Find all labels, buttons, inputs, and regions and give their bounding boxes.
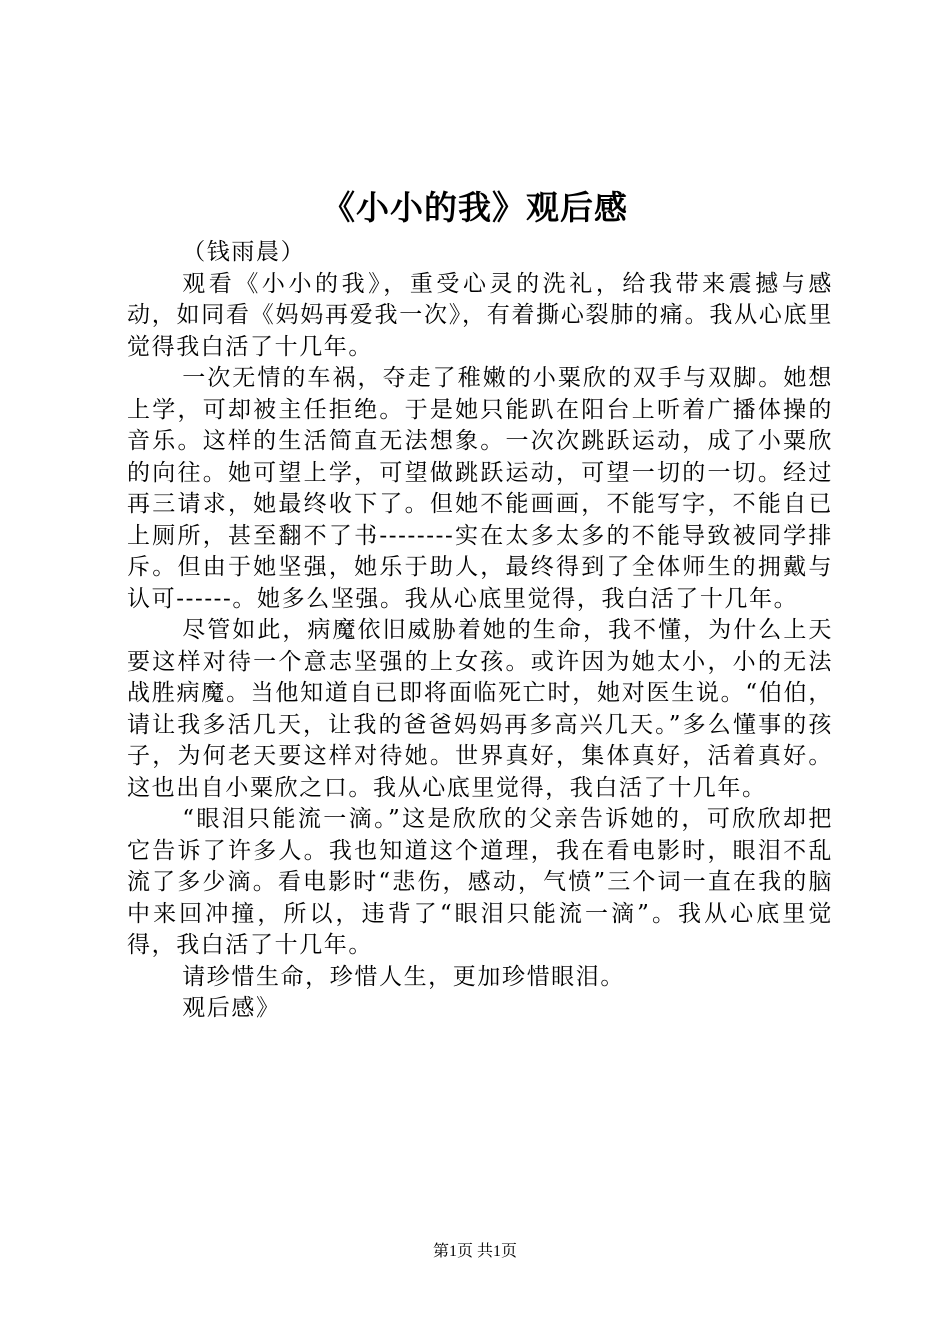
document-title: 《小小的我》观后感: [322, 188, 628, 227]
author-line: （钱雨晨）: [182, 239, 306, 265]
document-body: [127, 237, 833, 1025]
closing-line: 观后感》: [182, 995, 281, 1021]
paragraph-5: 请珍惜生命，珍惜人生，更加珍惜眼泪。: [182, 963, 625, 990]
paragraph-3: 尽管如此，病魔依旧威胁着她的生命，我不懂，为什么上天要这样对待一个意志坚强的上女孩。或许因为她太小，小的无法战胜病魔。当他知道自已即将面临死亡时，她对医生说。“伯伯，请让我多活几天，让我的爸爸妈妈再多高兴几天。”多么懂事的孩子，为何老天要这样对待她。世界真好，集体真好，活着真好。这也出自小粟欣之口。我从心底里觉得，我白活了十几年。: [127, 617, 833, 801]
paragraph-1: 观看《小小的我》，重受心灵的洗礼，给我带来震撼与感动，如同看《妈妈再爱我一次》，有着撕心裂肺的痛。我从心底里觉得我白活了十几年。: [127, 270, 833, 360]
page-number-footer: 第1页 共1页: [432, 1243, 517, 1260]
paragraph-4: “眼泪只能流一滴。”这是欣欣的父亲告诉她的，可欣欣却把它告诉了许多人。我也知道这个道理，我在看电影时，眼泪不乱流了多少滴。看电影时“悲伤，感动，气愤”三个词一直在我的脑中来回冲撞，所以，违背了“眼泪只能流一滴”。我从心底里觉得，我白活了十几年。: [127, 806, 833, 958]
paragraph-2: 一次无情的车祸，夺走了稚嫩的小粟欣的双手与双脚。她想上学，可却被主任拒绝。于是她只能趴在阳台上听着广播体操的音乐。这样的生活简直无法想象。一次次跳跃运动，成了小粟欣的向往。她可望上学，可望做跳跃运动，可望一切的一切。经过再三请求，她最终收下了。但她不能画画，不能写字，不能自已上厕所，甚至翻不了书--------实在太多太多的不能导致被同学排斥。但由于她坚强，她乐于助人，最终得到了全体师生的拥戴与认可------。她多么坚强。我从心底里觉得，我白活了十几年。: [127, 365, 833, 612]
